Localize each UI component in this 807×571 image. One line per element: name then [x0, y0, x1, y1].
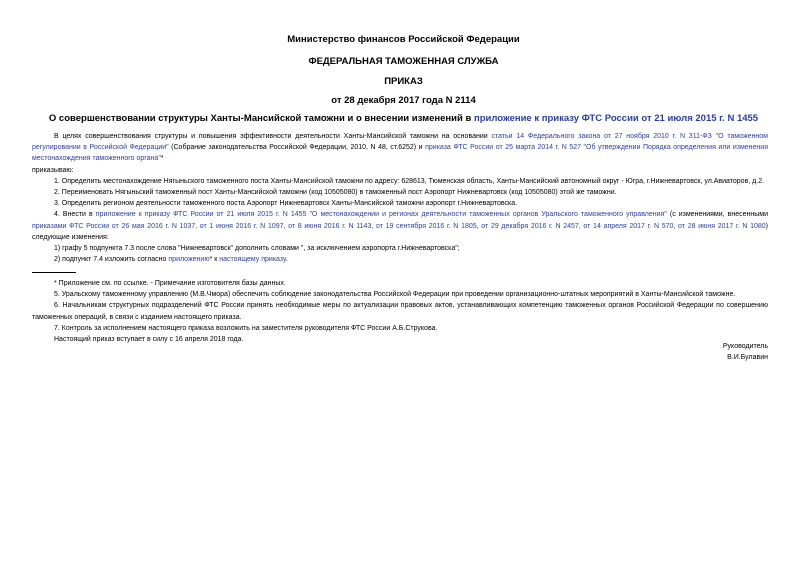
preamble-mark: * — [160, 155, 164, 163]
date-number-heading: от 28 декабря 2017 года N 2114 — [331, 95, 476, 106]
title-text: О совершенствовании структуры Ханты-Мансийской таможни и о внесении изменений в — [48, 113, 472, 124]
subitem-2-text: 2) подпункт 7.4 изложить согласно — [54, 256, 167, 264]
item-4 — [32, 209, 768, 243]
doc-type-heading: ПРИКАЗ — [384, 76, 423, 87]
subitem-2-end: . — [285, 256, 288, 264]
item-6: 6. Начальникам структурных подразделений ФТС России принять необходимые меры по актуализации правовых актов, устанавливающих компетенцию таможенных органов Российской Федерации по совершению таможенных операций, в связи с изданием настоящего приказа. — [32, 302, 768, 321]
order-527-link[interactable]: приказа ФТС России от 25 марта 2014 г. N 527 "Об утверждении Порядка определения или изменения местонахождения таможенного органа" — [32, 144, 768, 163]
appendix-link[interactable]: приложению — [168, 256, 210, 264]
item-4-text-2: (с изменениями, внесенными — [669, 211, 768, 219]
body-upper — [32, 131, 768, 265]
law-link[interactable]: статьи 14 Федерального закона от 27 ноября 2010 г. N 311-ФЗ "О таможенном регулировании в Российской Федерации" — [32, 133, 768, 152]
document-title — [0, 113, 807, 124]
item-1: 1. Определить местонахождение Нягыньского таможенного поста Ханты-Мансийской таможни по адресу: 628613, Тюменская область, Ханты-Мансийский автономный округ - Югра, г.Нижневартовск, ул.Авиаторов, д.2. — [54, 177, 765, 185]
item-3: 3. Определить регионом деятельности таможенного поста Аэропорт Нижневартовск Ханты-Мансийской таможни аэропорт г.Нижневартовска. — [54, 200, 518, 208]
body-lower — [32, 278, 768, 345]
footnote: * Приложение см. по ссылке. - Примечание изготовителя базы данных. — [54, 280, 286, 287]
subitem-1: 1) графу 5 подпункта 7.3 после слова "Нижневартовск" дополнить словами ", за исключением аэропорта г.Нижневартовска"; — [54, 245, 460, 253]
this-order-link[interactable]: настоящему приказу — [219, 256, 286, 264]
signature-name: В.И.Булавин — [727, 354, 768, 362]
item-5: 5. Уральскому таможенному управлению (М.В.Чмора) обеспечить соблюдение законодательства Российской Федерации при проведении организационно-штатных мероприятий в Ханты-Мансийской таможне. — [54, 291, 736, 299]
item-2: 2. Переименовать Нягыньский таможенный пост Ханты-Мансийской таможни (код 10505080) в таможенный пост Аэропорт Нижневартовск (код 10505080) этой же таможни. — [54, 189, 617, 197]
order-1455-link[interactable]: приложение к приказу ФТС России от 21 июля 2015 г. N 1455 "О местонахождении и регионах деятельности таможенных органов Уральского таможенного управления" — [95, 211, 667, 219]
ministry-heading: Министерство финансов Российской Федерации — [287, 34, 520, 45]
preamble-text-1: В целях совершенствования структуры и повышения эффективности деятельности Ханты-Мансийской таможни на основании — [54, 133, 488, 140]
subitem-2 — [32, 254, 768, 265]
amending-orders-link[interactable]: приказами ФТС России от 26 мая 2016 г. N 1037, от 1 июня 2016 г. N 1097, от 8 июня 2016 г. N 1143, от 19 сентября 2016 г. N 1805, от 29 декабря 2016 г. N 2457, от 14 апреля 2017 г. N 570, от 28 июня 2017 г. N 1080 — [32, 222, 766, 230]
footnote-divider — [32, 272, 76, 273]
service-heading: ФЕДЕРАЛЬНАЯ ТАМОЖЕННАЯ СЛУЖБА — [308, 56, 499, 67]
preamble-paragraph — [32, 131, 768, 165]
signature-block — [723, 341, 768, 363]
order-word: приказываю: — [32, 166, 74, 174]
item-4-text-1: 4. Внести в — [54, 211, 93, 219]
title-link[interactable]: приложение к приказу ФТС России от 21 июля 2015 г. N 1455 — [473, 113, 759, 124]
effective-date: Настоящий приказ вступает в силу с 16 апреля 2018 года. — [54, 336, 244, 344]
item-4-text-3: ) следующие изменения: — [32, 222, 768, 241]
item-7: 7. Контроль за исполнением настоящего приказа возложить на заместителя руководителя ФТС России А.Б.Струкова. — [54, 324, 438, 332]
subitem-2-mark: * к — [209, 256, 218, 264]
preamble-text-2: (Собрание законодательства Российской Федерации, 2010, N 48, ст.6252) и — [171, 144, 423, 152]
signature-position: Руководитель — [722, 343, 768, 350]
